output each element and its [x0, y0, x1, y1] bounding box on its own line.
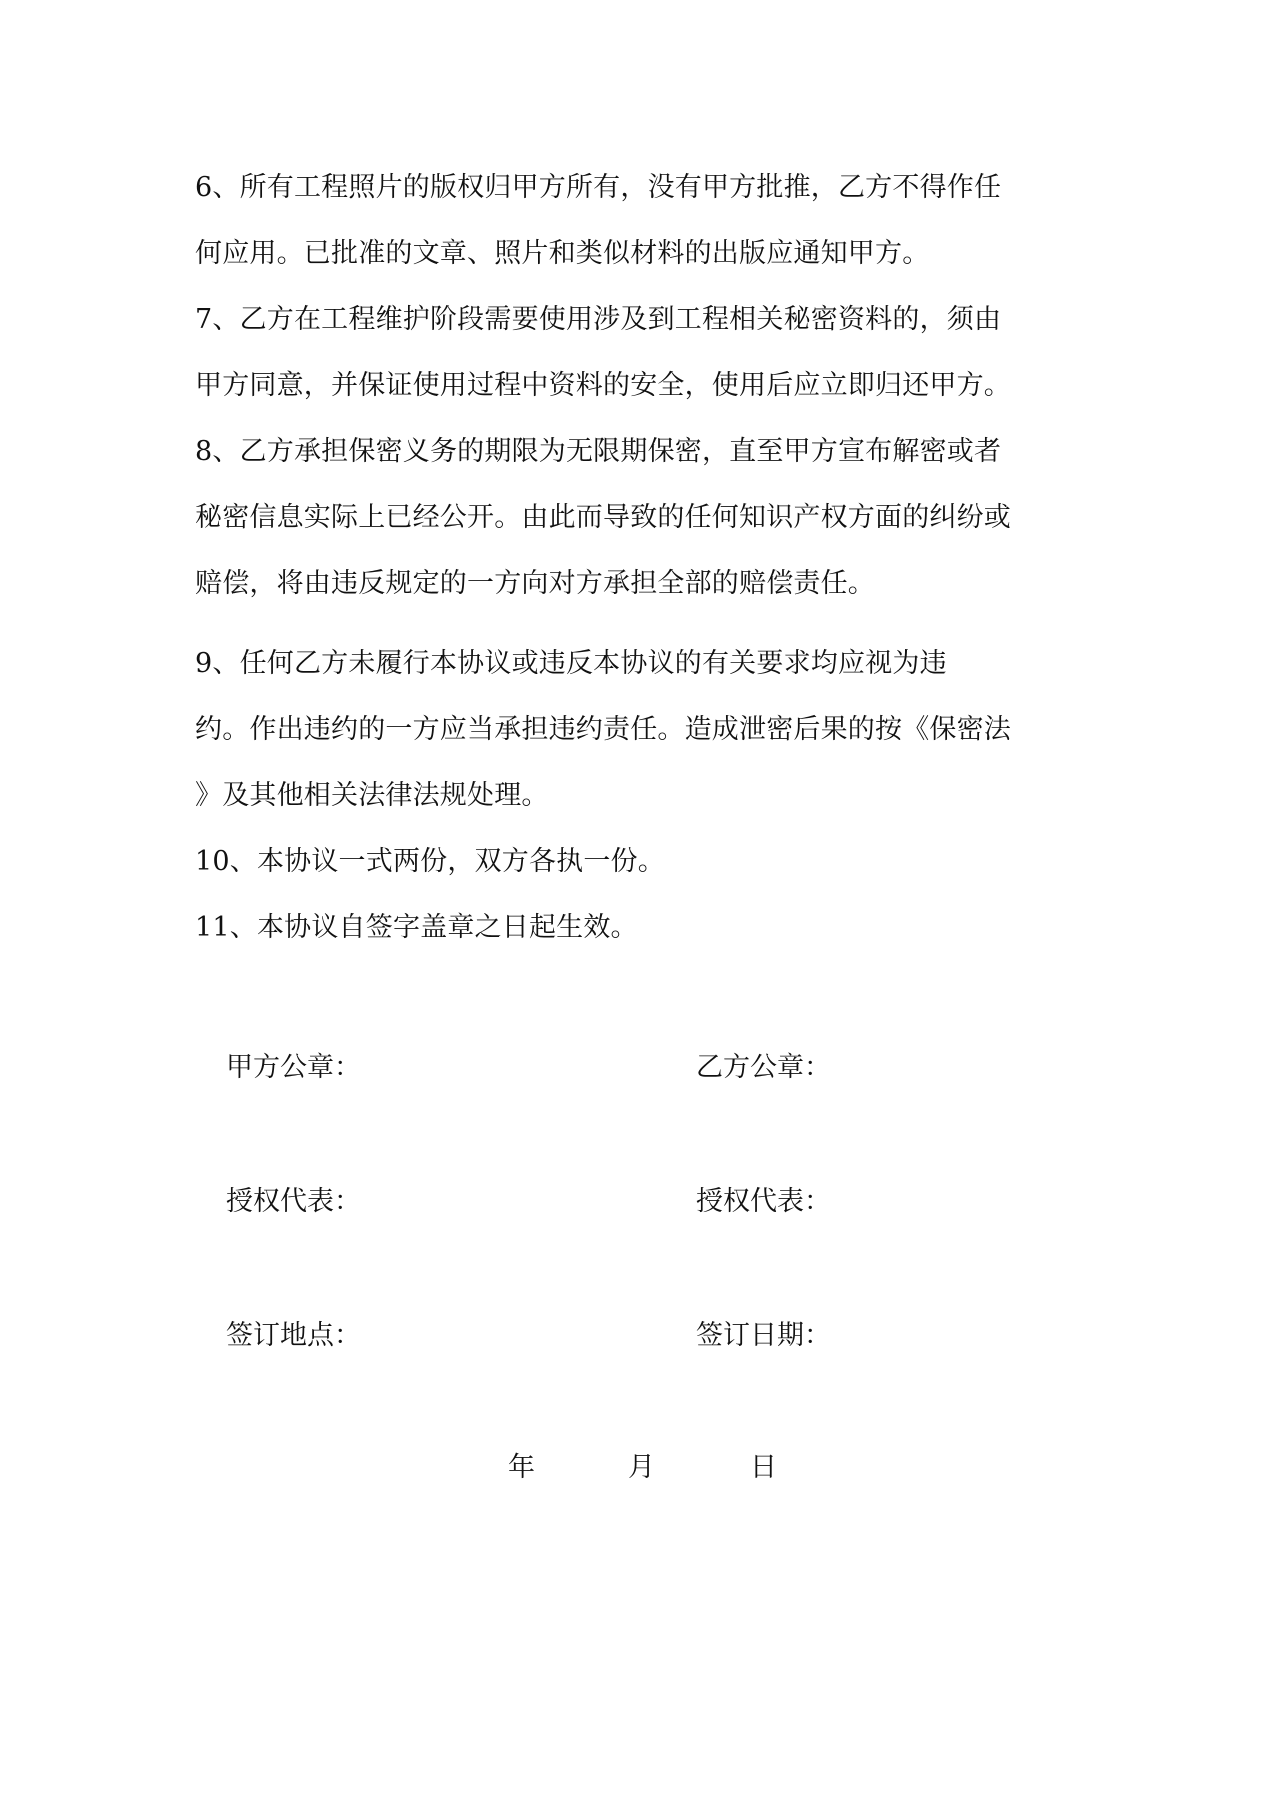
- clause-6-line-2: 何应用。已批准的文章、照片和类似材料的出版应通知甲方。: [195, 238, 930, 269]
- clause-11-line-1: 11、本协议自签字盖章之日起生效。: [195, 912, 638, 943]
- clause-8-line-2: 秘密信息实际上已经公开。由此而导致的任何知识产权方面的纠纷或: [195, 502, 1011, 533]
- signing-date-label: 签订日期：: [696, 1320, 831, 1351]
- clause-9-line-2: 约。作出违约的一方应当承担违约责任。造成泄密后果的按《保密法: [195, 714, 1011, 745]
- clause-6-line-1: 6、所有工程照片的版权归甲方所有，没有甲方批推，乙方不得作任: [195, 172, 1002, 203]
- clause-7-line-1: 7、乙方在工程维护阶段需要使用涉及到工程相关秘密资料的，须由: [195, 304, 1002, 335]
- clause-9-line-3: 》及其他相关法律法规处理。: [195, 780, 549, 811]
- signing-place-label: 签订地点：: [226, 1320, 361, 1351]
- clause-10-line-1: 10、本协议一式两份，双方各执一份。: [195, 846, 665, 877]
- party-a-seal-label: 甲方公章：: [226, 1052, 361, 1083]
- party-b-representative-label: 授权代表：: [696, 1186, 831, 1217]
- clause-8-line-1: 8、乙方承担保密义务的期限为无限期保密，直至甲方宣布解密或者: [195, 436, 1002, 467]
- clause-9-line-1: 9、任何乙方未履行本协议或违反本协议的有关要求均应视为违: [195, 648, 947, 679]
- party-a-representative-label: 授权代表：: [226, 1186, 361, 1217]
- clause-8-line-3: 赔偿，将由违反规定的一方向对方承担全部的赔偿责任。: [195, 568, 875, 599]
- date-month-label: 月: [628, 1452, 655, 1483]
- date-year-label: 年: [508, 1452, 535, 1483]
- party-b-seal-label: 乙方公章：: [696, 1052, 831, 1083]
- date-day-label: 日: [750, 1452, 777, 1483]
- clause-7-line-2: 甲方同意，并保证使用过程中资料的安全，使用后应立即归还甲方。: [195, 370, 1011, 401]
